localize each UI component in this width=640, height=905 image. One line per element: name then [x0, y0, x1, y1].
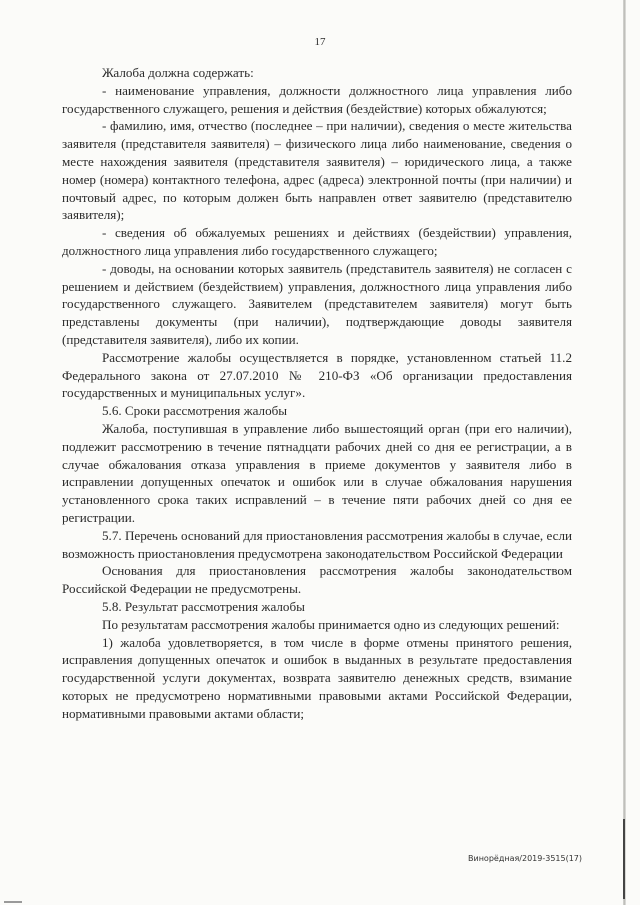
- footer-code: Винорёдная/2019-3515(17): [468, 854, 583, 863]
- paragraph-item-fio: - фамилию, имя, отчество (последнее – при наличии), сведения о месте жительства заявителя (представителя заявителя) – физического лица либо наименование, сведения о месте нахождения заявителя (представителя заявителя) – юридического лица, а также номер (номера) контактного телефона, адрес (адреса) электронной почты (при наличии) и почтовый адрес, по которым должен быть направлен ответ заявителю (представителю заявителя);: [62, 118, 572, 223]
- section-heading-5-7: 5.7. Перечень оснований для приостановления рассмотрения жалобы в случае, если возможность приостановления предусмотрена законодательством Российской Федерации: [62, 527, 572, 561]
- paragraph-intro: Жалоба должна содержать:: [102, 65, 254, 80]
- paragraph-item-name: - наименование управления, должности должностного лица управления либо государственного служащего, решения и действия (бездействие) которых обжалуются;: [62, 82, 572, 116]
- paragraph-review-order: Рассмотрение жалобы осуществляется в порядке, установленном статьей 11.2 Федерального закона от 27.07.2010 № 210-ФЗ «Об организации предоставления государственных и муниципальных услуг».: [62, 349, 572, 401]
- paragraph-suspension: Основания для приостановления рассмотрения жалобы законодательством Российской Федерации не предусмотрены.: [62, 563, 572, 597]
- section-heading-5-8: 5.8. Результат рассмотрения жалобы: [102, 598, 305, 614]
- paragraph-item-arguments: - доводы, на основании которых заявитель (представитель заявителя) не согласен с решением и действием (бездействием) управления, должностного лица управления либо государственного служащего. Заявителем (представителем заявителя) могут быть представлены документы (при наличии), подтверждающие доводы заявителя (представителя заявителя), либо их копии.: [62, 260, 572, 347]
- scan-edge-right: [623, 0, 626, 905]
- section-heading-5-6: 5.6. Сроки рассмотрения жалобы: [102, 403, 288, 419]
- paragraph-item-decisions: - сведения об обжалуемых решениях и действиях (бездействии) управления, должностного лица управления либо государственного служащего;: [62, 225, 572, 258]
- paragraph-result-1: 1) жалоба удовлетворяется, в том числе в форме отмены принятого решения, исправления допущенных опечаток и ошибок в выданных в результате предоставления государственной услуги документах, возврата заявителю денежных средств, взимание которых не предусмотрено нормативными правовыми актами Российской Федерации, нормативными правовыми актами области;: [62, 634, 572, 721]
- scan-mark: [4, 901, 22, 903]
- page-number: 17: [314, 36, 326, 48]
- paragraph-result-intro: По результатам рассмотрения жалобы принимается одно из следующих решений:: [102, 616, 560, 632]
- document-body: [62, 64, 572, 722]
- paragraph-terms: Жалоба, поступившая в управление либо вышестоящий орган (при его наличии), подлежит рассмотрению в течение пятнадцати рабочих дней со дня ее регистрации, а в случае обжалования отказа управления в приеме документов у заявителя либо в исправлении допущенных опечаток и ошибок или в случае обжалования нарушения установленного срока таких исправлений – в течение пяти рабочих дней со дня ее регистрации.: [62, 420, 572, 525]
